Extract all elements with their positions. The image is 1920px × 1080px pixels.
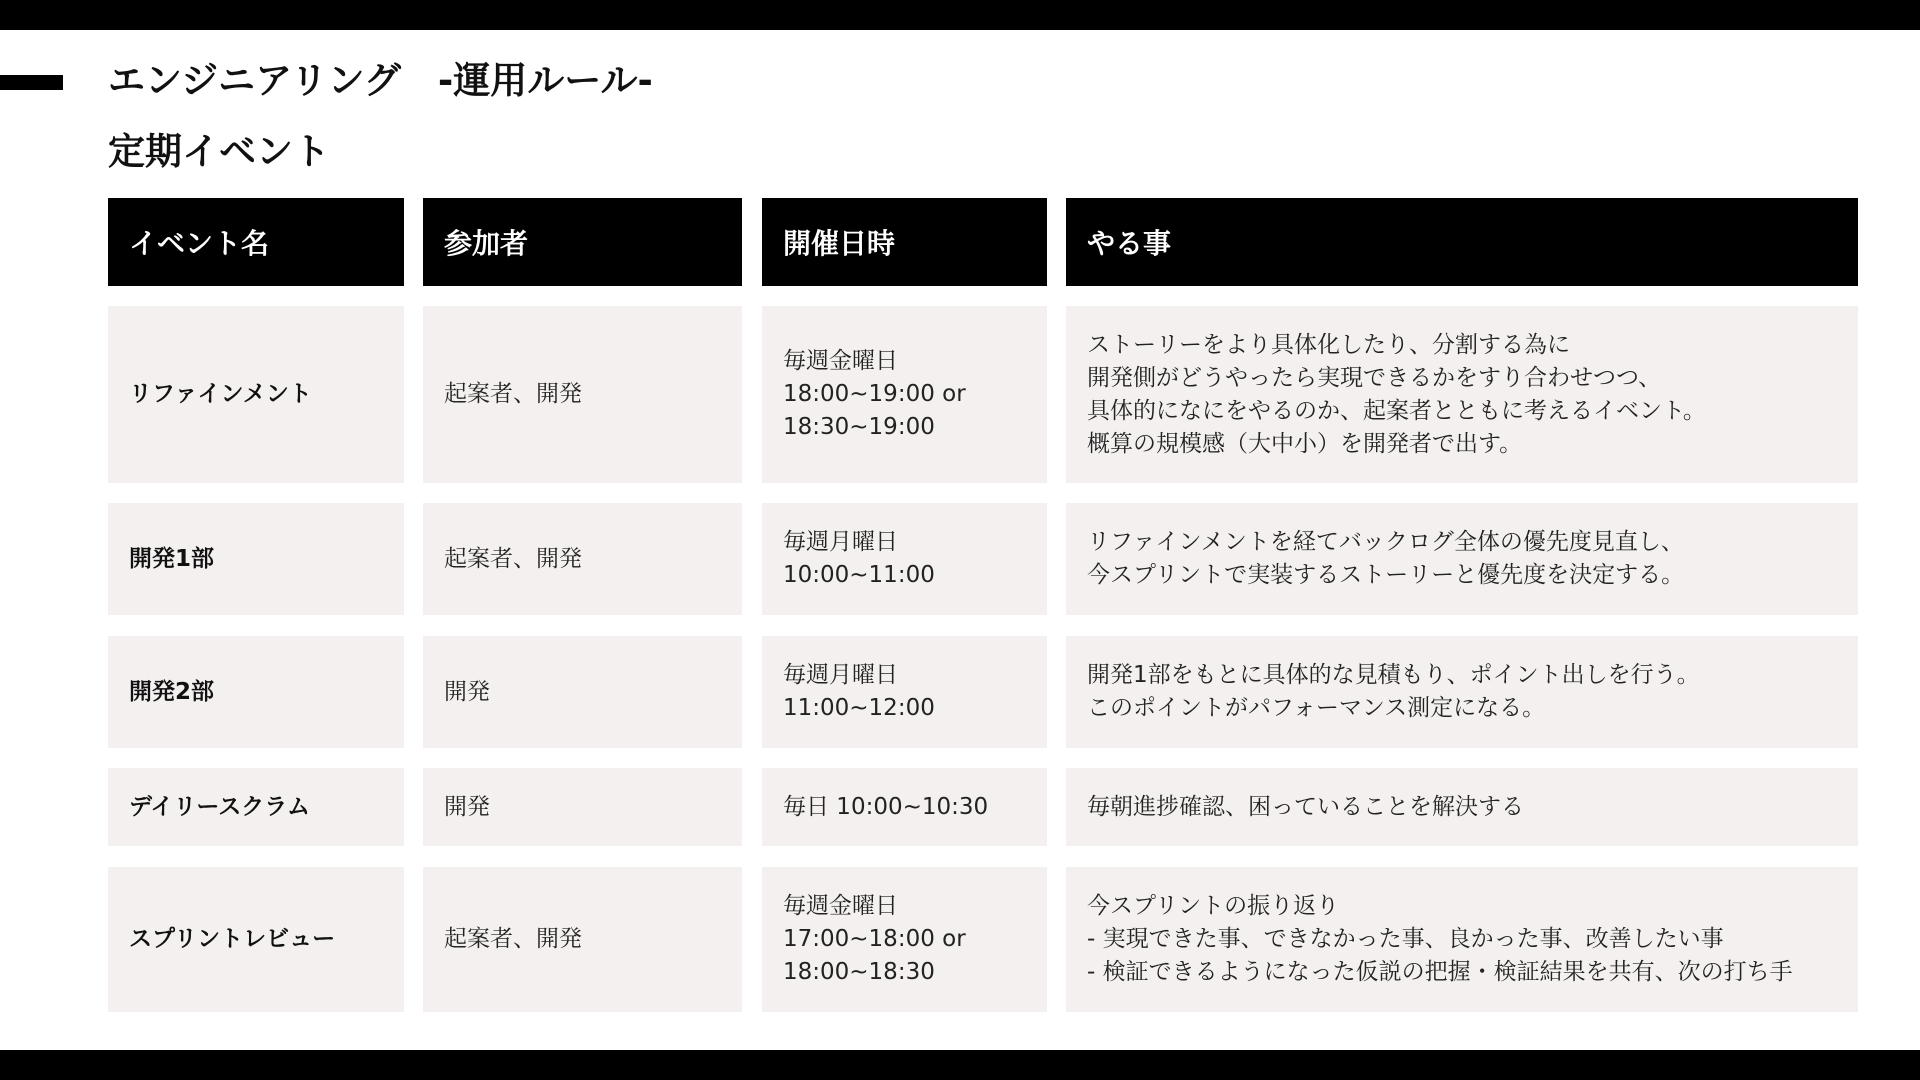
schedule-line: 18:00~18:30 — [783, 959, 935, 985]
todo-line: ストーリーをより具体化したり、分割する為に — [1087, 331, 1570, 358]
schedule-cell — [762, 768, 1047, 846]
schedule-line: 毎日 10:00~10:30 — [783, 793, 989, 820]
schedule-cell — [762, 306, 1047, 483]
participants-cell: 起案者、開発 — [423, 503, 742, 615]
column-header-event-name: イベント名 — [108, 198, 404, 286]
event-name-cell: 開発1部 — [108, 503, 404, 615]
participants-cell: 開発 — [423, 636, 742, 748]
todo-line: - 検証できるようになった仮説の把握・検証結果を共有、次の打ち手 — [1087, 959, 1793, 985]
todo-line: - 実現できた事、できなかった事、良かった事、改善したい事 — [1087, 926, 1724, 952]
title-accent-bar — [0, 75, 63, 90]
schedule-line: 18:30~19:00 — [783, 414, 935, 440]
schedule-cell — [762, 867, 1047, 1012]
todo-cell — [1066, 867, 1858, 1012]
schedule-line: 毎週月曜日 — [783, 529, 898, 555]
todo-line: リファインメントを経てバックログ全体の優先度見直し、 — [1087, 529, 1684, 555]
todo-line: 今スプリントの振り返り — [1087, 893, 1340, 919]
todo-line: 開発1部をもとに具体的な見積もり、ポイント出しを行う。 — [1087, 662, 1700, 688]
event-name-cell: リファインメント — [108, 306, 404, 483]
todo-cell — [1066, 768, 1858, 846]
todo-cell — [1066, 503, 1858, 615]
column-header-todo: やる事 — [1066, 198, 1858, 286]
schedule-line: 10:00~11:00 — [783, 562, 935, 588]
bottom-bar — [0, 1050, 1920, 1080]
schedule-line: 毎週金曜日 — [783, 893, 898, 919]
schedule-line: 毎週金曜日 — [783, 348, 898, 374]
schedule-cell — [762, 503, 1047, 615]
event-name-cell: デイリースクラム — [108, 768, 404, 846]
schedule-line: 18:00~19:00 or — [783, 381, 966, 407]
schedule-cell — [762, 636, 1047, 748]
participants-cell: 起案者、開発 — [423, 867, 742, 1012]
todo-line: 具体的になにをやるのか、起案者とともに考えるイベント。 — [1087, 397, 1706, 424]
todo-line: 毎朝進捗確認、困っていることを解決する — [1087, 793, 1524, 820]
schedule-line: 11:00~12:00 — [783, 695, 935, 721]
schedule-line: 17:00~18:00 or — [783, 926, 966, 952]
section-title: 定期イベント — [108, 130, 330, 173]
event-name-cell: スプリントレビュー — [108, 867, 404, 1012]
todo-line: 開発側がどうやったら実現できるかをすり合わせつつ、 — [1087, 364, 1662, 391]
participants-cell: 開発 — [423, 768, 742, 846]
column-header-schedule: 開催日時 — [762, 198, 1047, 286]
top-bar — [0, 0, 1920, 30]
todo-line: このポイントがパフォーマンス測定になる。 — [1087, 695, 1546, 721]
todo-line: 概算の規模感（大中小）を開発者で出す。 — [1087, 430, 1523, 457]
event-name-cell: 開発2部 — [108, 636, 404, 748]
todo-cell — [1066, 306, 1858, 483]
todo-cell — [1066, 636, 1858, 748]
column-header-participants: 参加者 — [423, 198, 742, 286]
schedule-line: 毎週月曜日 — [783, 662, 898, 688]
todo-line: 今スプリントで実装するストーリーと優先度を決定する。 — [1087, 562, 1685, 588]
participants-cell: 起案者、開発 — [423, 306, 742, 483]
page-title: エンジニアリング -運用ルール- — [108, 59, 653, 102]
